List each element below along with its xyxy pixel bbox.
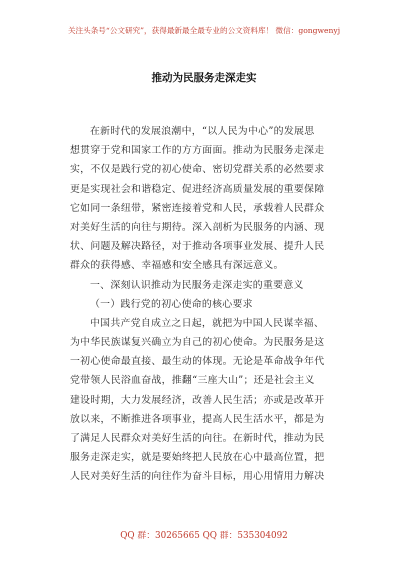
body-line: 人民对美好生活的向往作为奋斗目标，用心用情用力解决: [70, 471, 325, 483]
header-note: 关注头条号“公文研究”，获得最新最全最专业的公文资料库！ 微信：gongwenyj: [67, 26, 341, 35]
body-line: 想贯穿于党和国家工作的方方面面。推动为民服务走深走: [70, 145, 325, 157]
body-line: 放以来，不断推进各项事业，提高人民生活水平，都是为: [70, 413, 325, 425]
document-body: [70, 122, 360, 487]
body-line: 它如同一条纽带，紧密连接着党和人民，承载着人民群众: [70, 202, 325, 214]
body-line: 服务走深走实，就是要始终把人民放在心中最高位置，把: [70, 452, 325, 464]
body-line: 对美好生活的向往与期待。深入剖析为民服务的内涵、现: [70, 221, 325, 233]
document-title: 推动为民服务走深走实: [151, 72, 257, 84]
body-line: 更是实现社会和谐稳定、促进经济高质量发展的重要保障: [70, 183, 325, 195]
section-heading: 一、深刻认识推动为民服务走深走实的重要意义: [90, 279, 304, 291]
subsection-heading: （一）践行党的初心使命的核心要求: [90, 298, 253, 310]
body-line: 党带领人民浴血奋战，推翻“三座大山”；还是社会主义: [70, 375, 315, 387]
body-line: 了满足人民群众对美好生活的向往。在新时代，推动为民: [70, 433, 325, 444]
body-line: 建设时期，大力发展经济，改善人民生活；亦或是改革开: [70, 394, 325, 406]
body-line: 群众的获得感、幸福感和安全感具有深远意义。: [70, 260, 284, 272]
body-line: 为中华民族谋复兴确立为自己的初心使命。为民服务是这: [70, 337, 325, 349]
body-line: 状、问题及解决路径，对于推动各项事业发展、提升人民: [70, 241, 325, 253]
body-line: 一初心使命最直接、最生动的体现。无论是革命战争年代: [70, 356, 325, 368]
body-line: 实，不仅是践行党的初心使命、密切党群关系的必然要求: [70, 164, 325, 176]
body-line: 在新时代的发展浪潮中，“以人民为中心”的发展思: [90, 126, 315, 137]
footer-contact: QQ 群：30265665 QQ 群：535304092: [120, 531, 288, 541]
body-line: 中国共产党自成立之日起，就把为中国人民谋幸福、: [90, 317, 325, 329]
